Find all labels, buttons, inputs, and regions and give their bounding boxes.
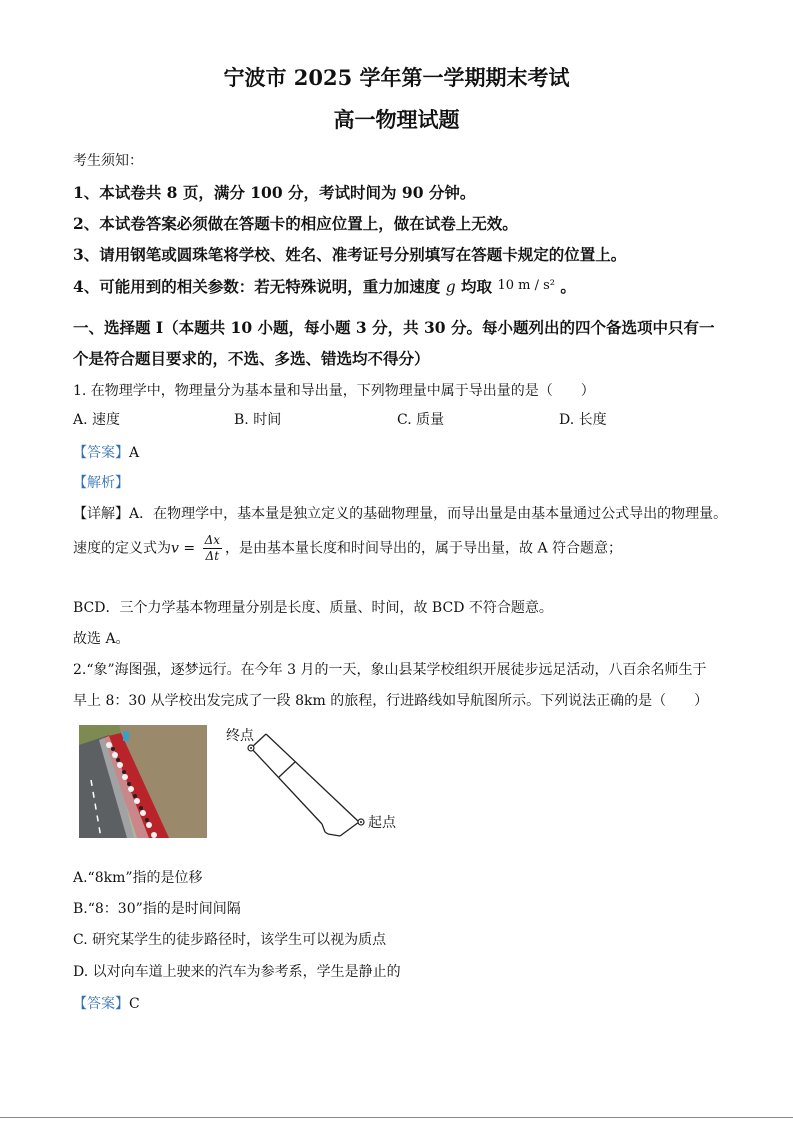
q1-detail-1 <box>73 503 727 523</box>
speed-var: v <box>171 540 179 557</box>
exam-title: 宁波市 2025 学年第一学期期末考试 <box>223 65 570 90</box>
q2-option-d: D. 以对向车道上驶来的汽车为参考系，学生是静止的 <box>73 964 401 980</box>
q2-stem-1: 2.“象”海图强，逐梦远行。在今年 3 月的一天，象山县某学校组织开展徒步远足活动，八百余名师生于 <box>73 662 707 678</box>
q1-option-c: C. 质量 <box>397 412 445 428</box>
notice-item-4-mid: 均取 <box>461 277 493 296</box>
detail-text: A．在物理学中，基本量是独立定义的基础物理量，而导出量是由基本量通过公式导出的物理量。 <box>129 506 728 522</box>
hiking-photo <box>79 725 207 838</box>
section-heading-line-1: 一、选择题 I（本题共 10 小题，每小题 3 分，共 30 分。每小题列出的四个备选项中只有一 <box>73 318 715 337</box>
q1-answer <box>73 442 139 462</box>
section-heading-line-2: 个是符合题目要求的，不选、多选、错选均不得分） <box>73 349 430 368</box>
exam-subtitle: 高一物理试题 <box>333 107 460 132</box>
page-bottom-rule <box>0 1117 793 1118</box>
route-map <box>222 722 412 844</box>
notice-item-4 <box>73 275 576 297</box>
analysis-tag: 【解析】 <box>73 475 129 491</box>
detail-tag: 【详解】 <box>73 506 129 522</box>
map-end-label: 终点 <box>226 728 254 744</box>
q2-option-c: C. 研究某学生的徒步路径时，该学生可以视为质点 <box>73 932 387 948</box>
gravity-value: 10 m / s² <box>497 278 555 293</box>
q2-option-b: B.“8：30”指的是时间间隔 <box>73 901 241 917</box>
answer-value: A <box>129 445 140 461</box>
notice-item-4-end: 。 <box>560 277 576 296</box>
q1-stem: 1. 在物理学中，物理量分为基本量和导出量，下列物理量中属于导出量的是（ ） <box>73 383 595 399</box>
map-start-label: 起点 <box>368 815 396 831</box>
notice-heading: 考生须知： <box>73 153 143 169</box>
frac-numerator: Δx <box>204 533 220 547</box>
q2-stem-2: 早上 8：30 从学校出发完成了一段 8km 的旅程，行进路线如导航图所示。下列说法正确的是（ ） <box>73 693 709 709</box>
frac-denominator: Δt <box>205 549 220 563</box>
q1-option-b: B. 时间 <box>234 412 282 428</box>
hiking-photo-image <box>79 725 207 838</box>
notice-item-1: 1、本试卷共 8 页，满分 100 分，考试时间为 90 分钟。 <box>73 183 476 202</box>
q2-answer <box>73 993 140 1013</box>
q1-option-a: A. 速度 <box>73 412 121 428</box>
q1-conclusion: 故选 A。 <box>73 631 130 647</box>
q1-option-d: D. 长度 <box>559 412 607 428</box>
q1-detail-2: BCD．三个力学基本物理量分别是长度、质量、时间，故 BCD 不符合题意。 <box>73 600 553 616</box>
notice-item-2: 2、本试卷答案必须做在答题卡的相应位置上，做在试卷上无效。 <box>73 214 518 233</box>
answer-value: C <box>129 996 140 1012</box>
notice-item-4-text: 4、可能用到的相关参数：若无特殊说明，重力加速度 <box>73 277 441 296</box>
speed-prefix: 速度的定义式为 <box>73 540 171 557</box>
speed-suffix: ，是由基本量长度和时间导出的，属于导出量，故 A 符合题意； <box>225 540 623 557</box>
gravity-symbol: g <box>445 278 456 296</box>
answer-tag: 【答案】 <box>73 445 129 461</box>
q1-speed-formula-line: 速度的定义式为v = $\frac{\Delta x}{\Delta t}$ ，是由基本量长度和时间导出的，属于导出量，故 A 符合题意； <box>73 533 623 563</box>
answer-tag: 【答案】 <box>73 996 129 1012</box>
speed-fraction <box>203 533 222 564</box>
notice-item-3: 3、请用钢笔或圆珠笔将学校、姓名、准考证号分别填写在答题卡规定的位置上。 <box>73 245 627 264</box>
q2-option-a: A.“8km”指的是位移 <box>73 870 203 886</box>
